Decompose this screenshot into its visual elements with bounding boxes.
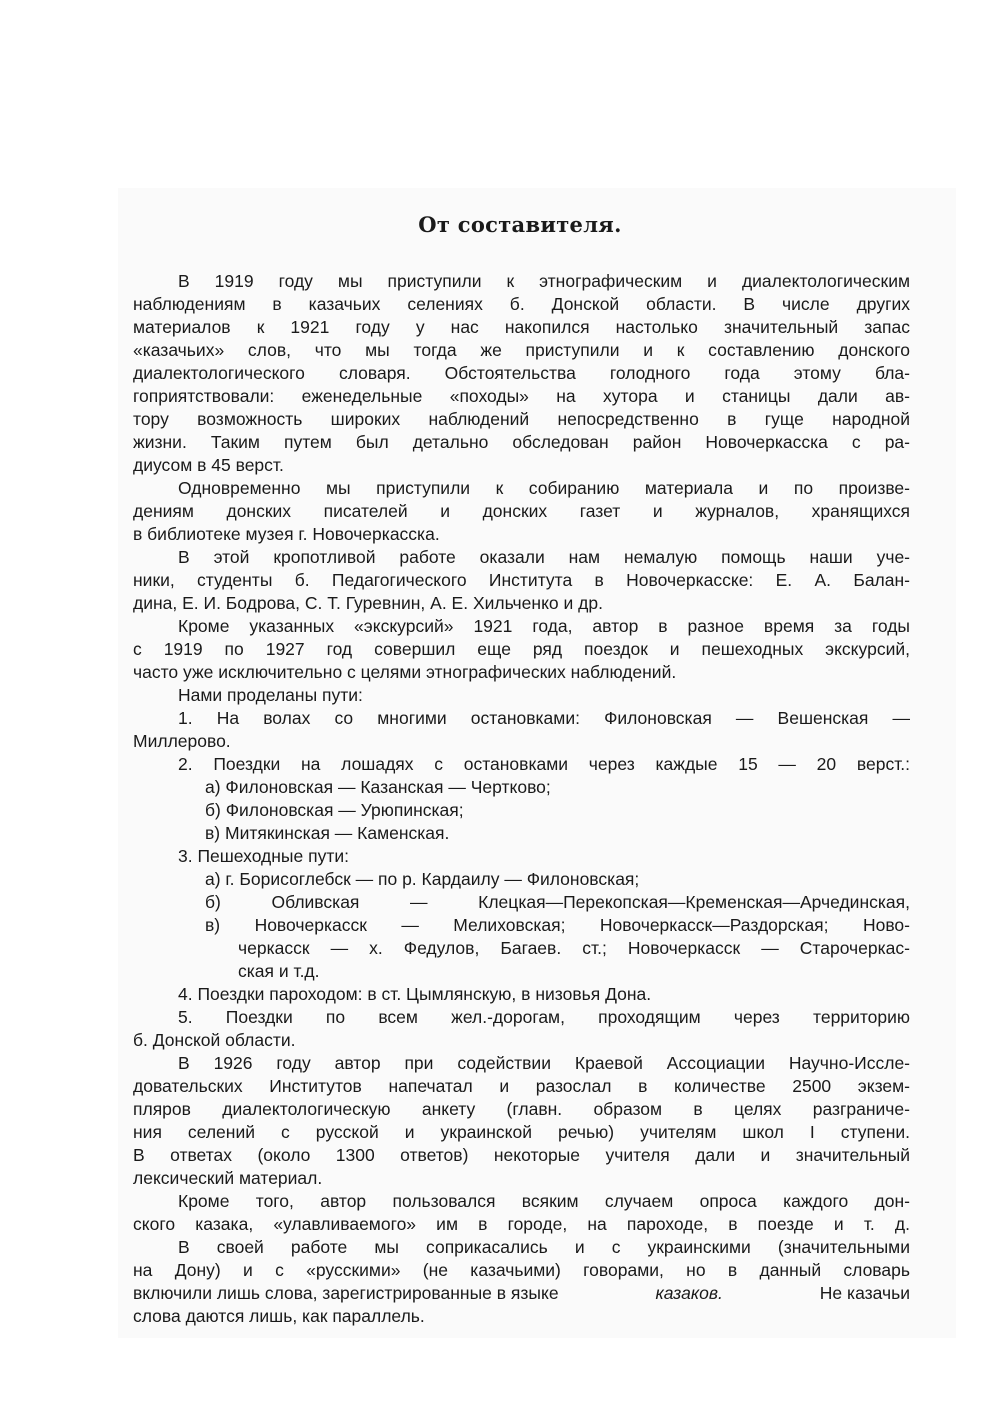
list-item: 5. Поездки по всем жел.-дорогам, проходящим через территорию — [178, 1007, 910, 1027]
text-line: наблюдениям в казачьих селениях б. Донской области. В числе других — [133, 294, 910, 314]
text-line: ния селений с русской и украинской речью) учителям школ I ступени. — [133, 1122, 910, 1142]
text-line: В 1926 году автор при содействии Краевой Ассоциации Научно-Иссле- — [178, 1053, 910, 1073]
text-line — [133, 1282, 910, 1305]
text-line: дениям донских писателей и донских газет и журналов, хранящихся — [133, 501, 910, 521]
sub-list-item: в) Новочеркасск — Мелиховская; Новочеркасск—Раздорская; Ново- — [205, 915, 910, 935]
sub-list-item: б) Филоновская — Урюпинская; — [205, 800, 464, 820]
text-line: В ответах (около 1300 ответов) некоторые учителя дали и значительный — [133, 1145, 910, 1165]
list-item: 2. Поездки на лошадях с остановками через каждые 15 — 20 верст.: — [178, 754, 910, 774]
text-line: жизни. Таким путем был детально обследован район Новочеркасска с ра- — [133, 432, 910, 452]
sub-list-item: в) Митякинская — Каменская. — [205, 823, 450, 843]
text-line: ская и т.д. — [238, 961, 320, 981]
text-line: слова даются лишь, как параллель. — [133, 1306, 425, 1326]
text-line: б. Донской области. — [133, 1030, 296, 1050]
page-title: От составителя. — [418, 212, 622, 237]
text-line: довательских Институтов напечатал и разослал в количестве 2500 экзем- — [133, 1076, 910, 1096]
text-line: диусом в 45 верст. — [133, 455, 284, 475]
list-item: 1. На волах со многими остановками: Филоновская — Вешенская — — [178, 708, 910, 728]
text-line: черкасск — х. Федулов, Багаев. ст.; Новочеркасск — Старочеркас- — [238, 938, 910, 958]
italic-word: казаков. — [655, 1283, 723, 1303]
text-line: на Дону) и с «русскими» (не казачьими) говорами, но в данный словарь — [133, 1260, 910, 1280]
text-line: Нами проделаны пути: — [178, 685, 363, 705]
text-line: гоприятствовали: еженедельные «походы» на хутора и станицы дали ав- — [133, 386, 910, 406]
text-line: В своей работе мы соприкасались и с украинскими (значительными — [178, 1237, 910, 1257]
list-item: 3. Пешеходные пути: — [178, 846, 349, 866]
text-line: с 1919 по 1927 год совершил еще ряд поездок и пешеходных экскурсий, — [133, 639, 910, 659]
text-line: Кроме указанных «экскурсий» 1921 года, автор в разное время за годы — [178, 616, 910, 636]
text-line: дина, Е. И. Бодрова, С. Т. Гуревнин, А. Е. Хильченко и др. — [133, 593, 603, 613]
text-segment: Не казачьи — [819, 1283, 910, 1303]
text-line: часто уже исключительно с целями этнографических наблюдений. — [133, 662, 677, 682]
text-line: ского казака, «улавливаемого» им в городе, на пароходе, в поезде и т. д. — [133, 1214, 910, 1234]
text-segment: включили лишь слова, зарегистрированные в языке — [133, 1283, 559, 1303]
text-line: Миллерово. — [133, 731, 231, 751]
text-line: тору возможность широких наблюдений непосредственно в гуще народной — [133, 409, 910, 429]
text-line: В 1919 году мы приступили к этнографическим и диалектологическим — [178, 271, 910, 291]
text-line: диалектологического словаря. Обстоятельства голодного года этому бла- — [133, 363, 910, 383]
text-line: Кроме того, автор пользовался всяким случаем опроса каждого дон- — [178, 1191, 910, 1211]
text-line: ники, студенты б. Педагогического Института в Новочеркасске: Е. А. Балан- — [133, 570, 910, 590]
text-line: материалов к 1921 году у нас накопился настолько значительный запас — [133, 317, 910, 337]
sub-list-item: б) Обливская — Клецкая—Перекопская—Кременская—Арчединская, — [205, 892, 910, 912]
document-body — [133, 270, 910, 1328]
sub-list-item: а) Филоновская — Казанская — Чертково; — [205, 777, 551, 797]
text-line: В этой кропотливой работе оказали нам немалую помощь наши уче- — [178, 547, 910, 567]
list-item: 4. Поездки пароходом: в ст. Цымлянскую, в низовья Дона. — [178, 984, 652, 1004]
sub-list-item: а) г. Борисоглебск — по р. Кардаилу — Филоновская; — [205, 869, 640, 889]
text-line: «казачьих» слов, что мы тогда же приступили и к составлению донского — [133, 340, 910, 360]
text-line: Одновременно мы приступили к собиранию материала и по произве- — [178, 478, 910, 498]
text-line: пляров диалектологическую анкету (главн. образом в целях разграниче- — [133, 1099, 910, 1119]
text-line: лексический материал. — [133, 1168, 323, 1188]
text-line: в библиотеке музея г. Новочеркасска. — [133, 524, 440, 544]
